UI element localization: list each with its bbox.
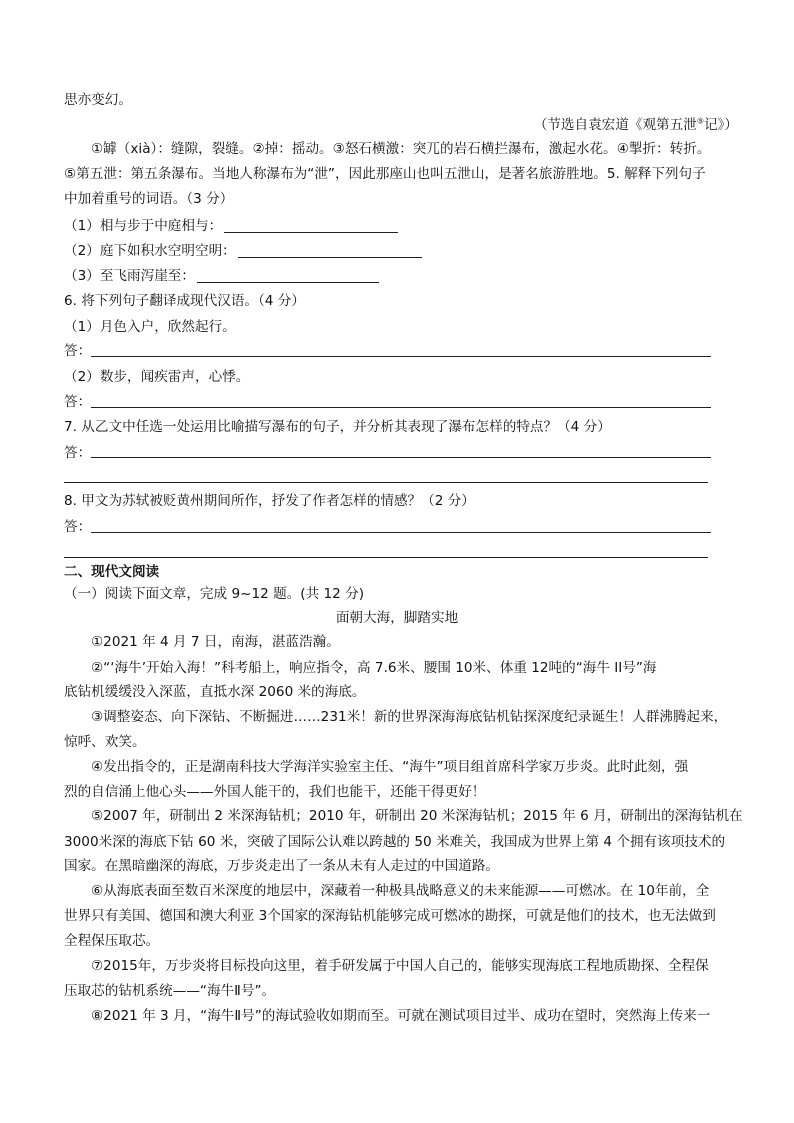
paragraph-line: ③调整姿态、向下深钻、不断掘进……231米！新的世界深海海底钻机钻探深度纪录诞生！人群沸腾起来， (91, 709, 728, 725)
answer-line[interactable] (91, 457, 711, 458)
answer-label: 答： (64, 343, 92, 359)
paragraph-line: ①2021 年 4 月 7 日，南海，湛蓝浩瀚。 (91, 634, 340, 650)
answer-label: 答： (64, 394, 92, 410)
paragraph-line: 压取芯的钻机系统——“海牛Ⅱ号”。 (64, 983, 276, 999)
answer-line[interactable] (64, 557, 708, 558)
answer-line[interactable] (91, 532, 711, 533)
question-6: 6. 将下列句子翻译成现代汉语。（4 分） (64, 293, 305, 309)
answer-line[interactable] (91, 356, 711, 357)
paragraph-line: 世界只有美国、德国和澳大利亚 3个国家的深海钻机能够完成可燃冰的勘探，可就是他们的技术，也无法做到 (64, 908, 716, 924)
answer-blank[interactable] (224, 218, 398, 233)
question-8: 8. 甲文为苏轼被贬黄州期间所作，抒发了作者怎样的情感？（2 分） (64, 493, 475, 509)
answer-line[interactable] (64, 482, 708, 483)
paragraph-line: ⑤2007 年，研制出 2 米深海钻机；2010 年，研制出 20 米深海钻机；2015 年 6 月，研制出的深海钻机在 (91, 808, 743, 824)
paragraph-line: 惊呼、欢笑。 (64, 734, 146, 750)
answer-blank[interactable] (238, 243, 422, 258)
paragraph-line: ④发出指令的，正是湖南科技大学海洋实验室主任、“海牛”项目组首席科学家万步炎。此时此刻，强 (91, 759, 689, 775)
footnote-line: ①罅（xià）：缝隙，裂缝。②掉：摇动。③怒石横激：突兀的岩石横拦瀑布，激起水花。④掣折：转折。 (91, 141, 711, 157)
paragraph-line: ⑦2015年，万步炎将目标投向这里，着手研发属于中国人自己的，能够实现海底工程地质勘探、全程保 (91, 958, 709, 974)
footnote-marker: ⑤ (696, 116, 705, 126)
question-6-2: （2）数步，闻疾雷声，心悸。 (64, 369, 250, 385)
answer-line[interactable] (91, 407, 711, 408)
text-line: 思亦变幻。 (64, 92, 132, 108)
article-title: 面朝大海，脚踏实地 (335, 610, 459, 626)
paragraph-line: 底钻机缓缓没入深蓝，直抵水深 2060 米的海底。 (64, 684, 366, 700)
reading-instruction: （一）阅读下面文章，完成 9~12 题。(共 12 分) (64, 586, 365, 602)
answer-blank[interactable] (197, 268, 379, 283)
question-5-1: （1）相与步于中庭相与： (64, 216, 742, 236)
question-6-1: （1）月色入户，欣然起行。 (64, 319, 236, 335)
paragraph-line: 3000米深的海底下钻 60 米，突破了国际公认难以跨越的 50 米难关，我国成为世界上第 4 个拥有该项技术的 (64, 834, 726, 850)
question-5-cont: 中加着重号的词语。（3 分） (64, 191, 234, 207)
paragraph-line: 烈的自信涌上他心头——外国人能干的，我们也能干，还能干得更好！ (64, 784, 486, 800)
paragraph-line: ⑧2021 年 3 月，“海牛Ⅱ号”的海试验收如期而至。可就在测试项目过半、成功在望时，突然海上传来一 (91, 1008, 711, 1024)
paragraph-line: 全程保压取芯。 (64, 933, 160, 949)
question-5-2: （2）庭下如积水空明空明： (64, 241, 742, 261)
question-5-3: （3）至飞雨泻崖至： (64, 266, 742, 286)
section-heading: 二、现代文阅读 (64, 564, 160, 580)
answer-label: 答： (64, 445, 92, 461)
question-7: 7. 从乙文中任选一处运用比喻描写瀑布的句子，并分析其表现了瀑布怎样的特点？（4 分） (64, 419, 611, 435)
footnote-line: ⑤第五泄：第五条瀑布。当地人称瀑布为“泄”，因此那座山也叫五泄山，是著名旅游胜地。5. 解释下列句子 (64, 166, 706, 182)
paragraph-line: 国家。在黑暗幽深的海底，万步炎走出了一条从未有人走过的中国道路。 (64, 858, 499, 874)
answer-label: 答： (64, 519, 92, 535)
source-citation: （节选自袁宏道《观第五泄⑤记》） (533, 116, 738, 133)
paragraph-line: ⑥从海底表面至数百米深度的地层中，深藏着一种极具战略意义的未来能源——可燃冰。在 10年前，全 (91, 883, 710, 899)
paragraph-line: ②“‘海牛’开始入海！”科考船上，响应指令，高 7.6米、腰围 10米、体重 12吨的“海牛 II号”海 (91, 660, 657, 676)
